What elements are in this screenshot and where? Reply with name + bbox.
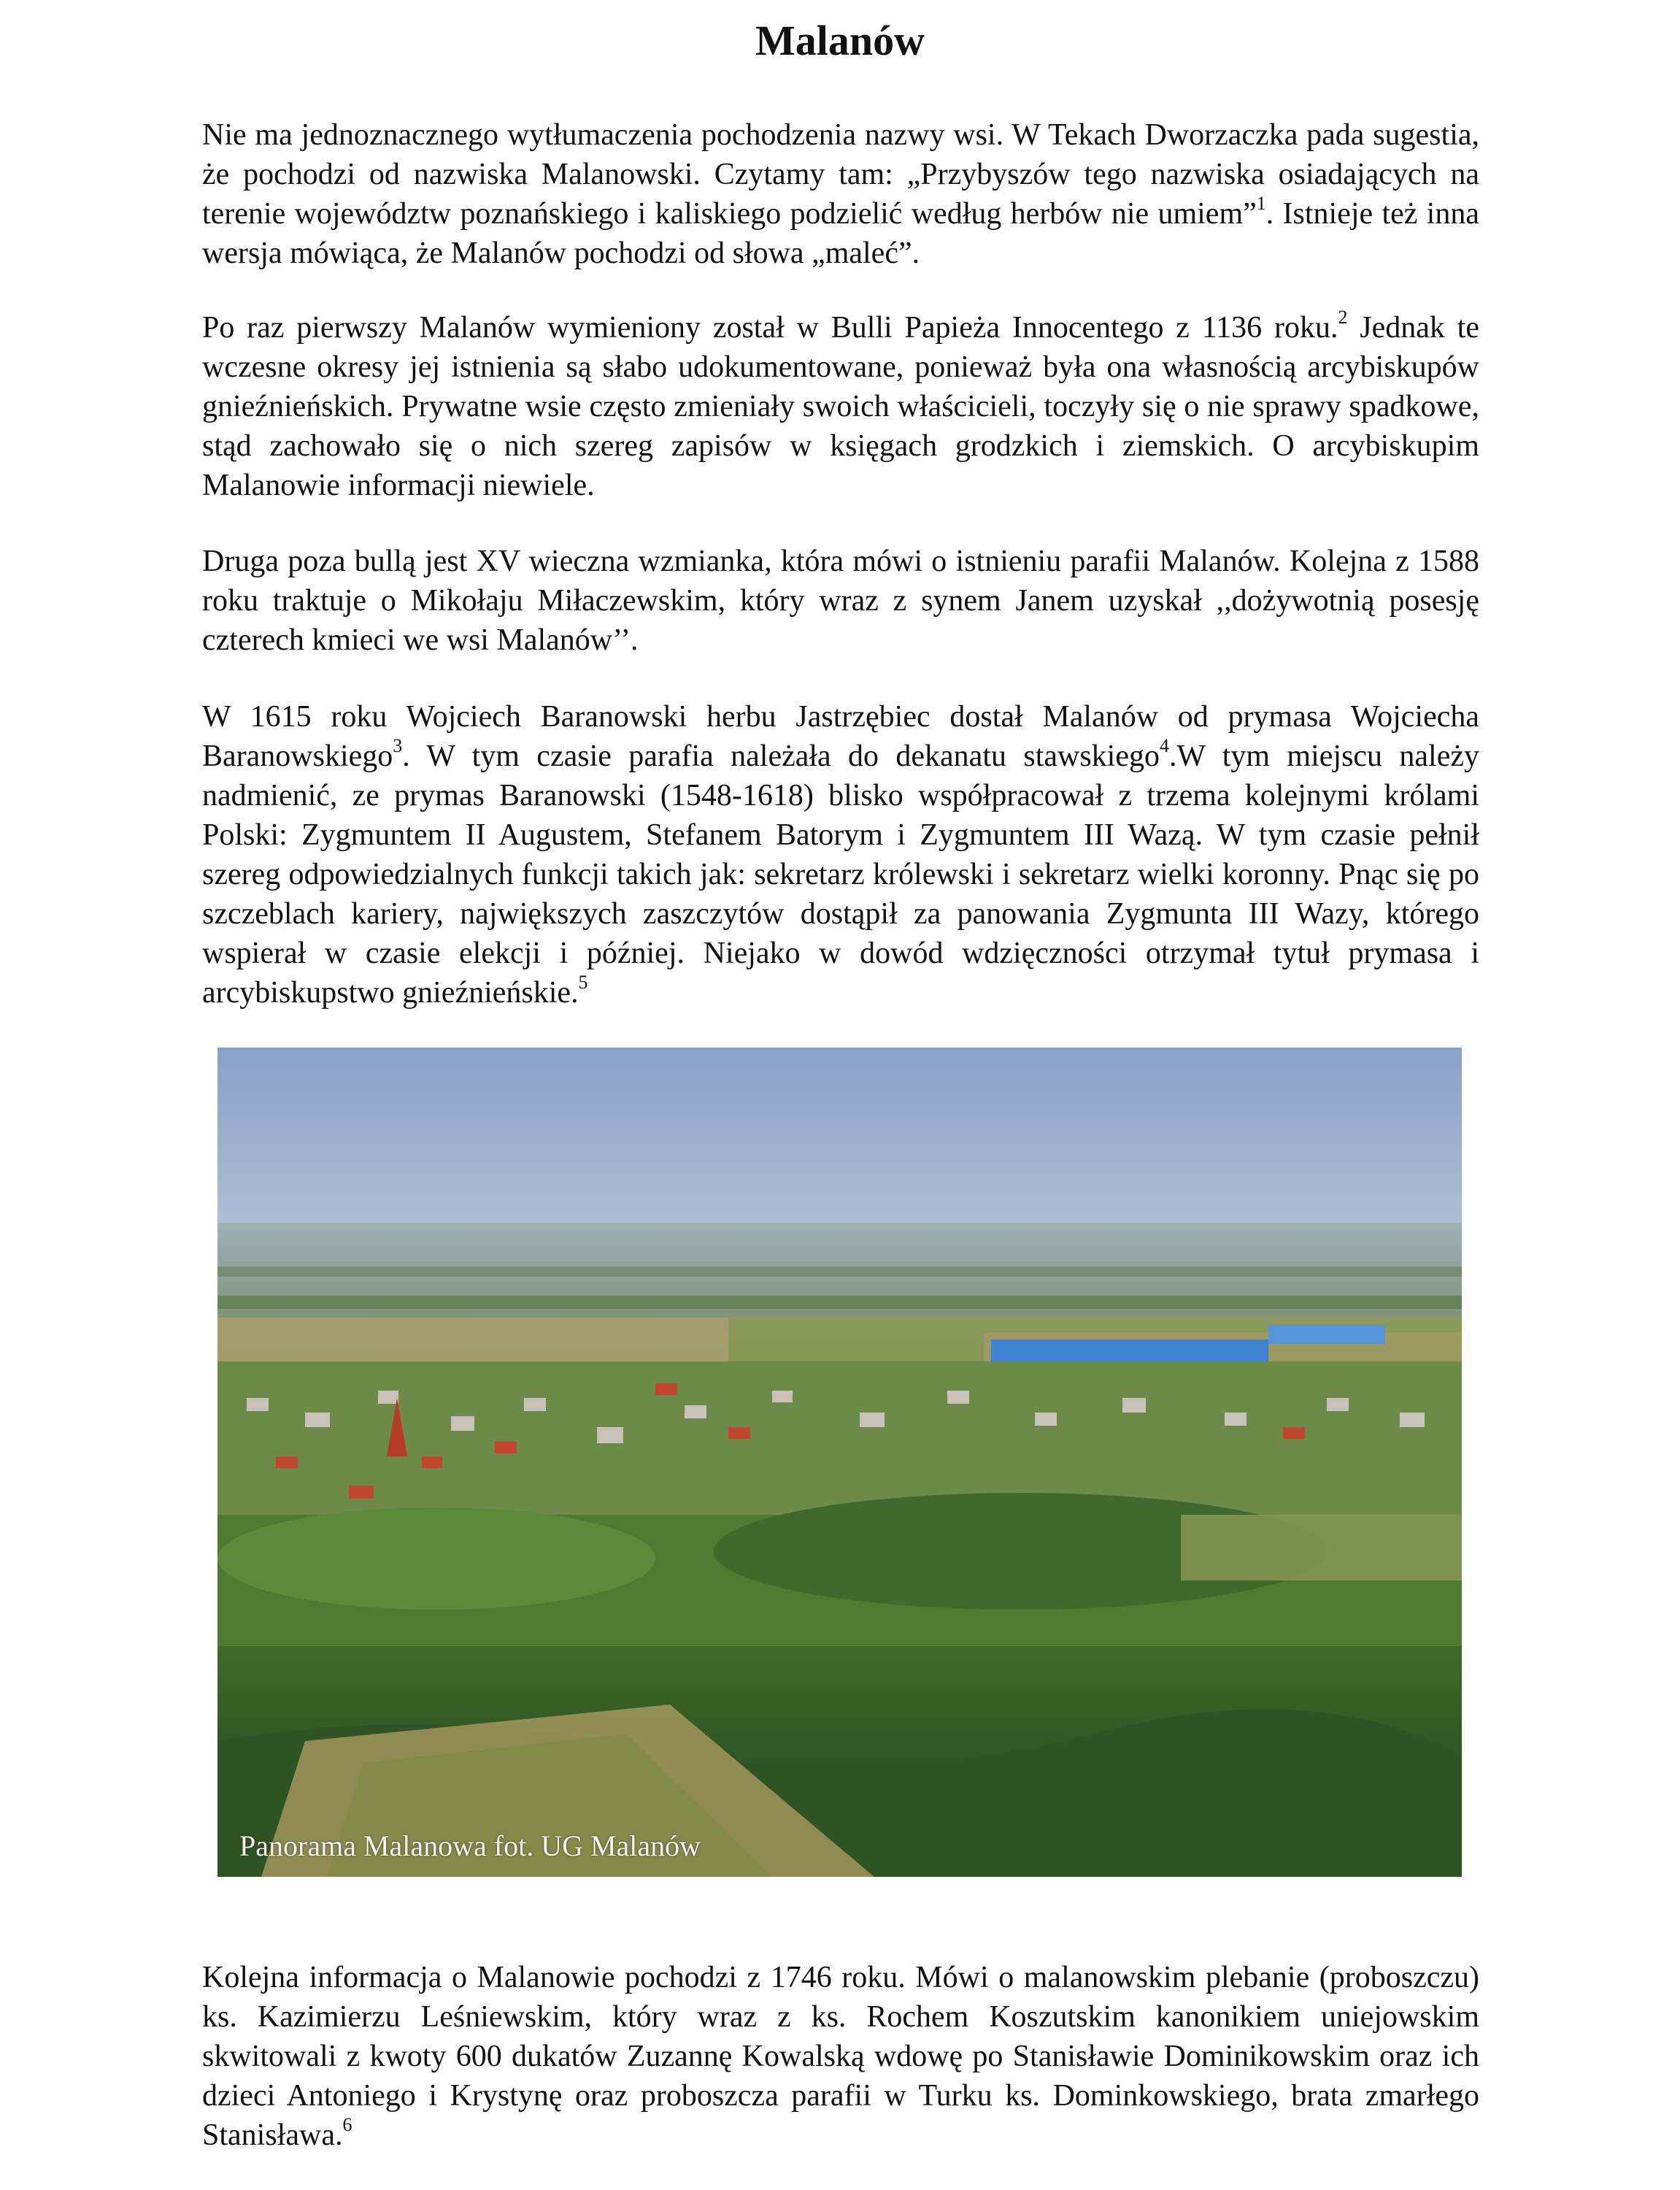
photo-caption: Panorama Malanowa fot. UG Malanów bbox=[239, 1829, 701, 1862]
footnote-ref[interactable]: 3 bbox=[393, 735, 403, 756]
paragraph-baranowski: W 1615 roku Wojciech Baranowski herbu Jastrzębiec dostał Malanów od prymasa Wojciecha Baranowskiego$^3$. W tym czasie parafia należała do dekanatu stawskiego$^4$.W tym miejscu należy nadmienić, ze prymas Baranowski (1548-1618) blisko współpracował z trzema kolejnymi królami Polski: Zygmuntem II Augustem, Stefanem Batorym i Zygmuntem III Wazą. W tym czasie pełnił szereg odpowiedzialnych funkcji takich jak: sekretarz królewski i sekretarz wielki koronny. Pnąc się po szczeblach kariery, największych zaszczytów dostąpił za panowania Zygmunta III Wazy, którego wspierał w czasie elekcji i później. Niejako w dowód wdzięczności otrzymał tytuł prymasa i arcybiskupstwo gnieźnieńskie.$^5$ bbox=[202, 700, 1480, 1010]
paragraph-first-mention: Po raz pierwszy Malanów wymieniony został w Bulli Papieża Innocentego z 1136 roku.$^2$ Jednak te wczesne okresy jej istnienia są słabo udokumentowane, ponieważ była ona własnością arcybiskupów gnieźnieńskich. Prywatne wsie często zmieniały swoich właścicieli, toczyły się o nie sprawy spadkowe, stąd zachowało się o nich szereg zapisów w księgach grodzkich i ziemskich. O arcybiskupim Malanowie informacji niewiele. bbox=[202, 307, 1479, 502]
panorama-photo bbox=[217, 1048, 1462, 1877]
footnote-ref[interactable]: 6 bbox=[342, 2114, 352, 2135]
footnote-ref[interactable]: 5 bbox=[578, 972, 588, 993]
footnote-ref[interactable]: 4 bbox=[1160, 735, 1169, 756]
paragraph-1746: Kolejna informacja o Malanowie pochodzi z 1746 roku. Mówi o malanowskim plebanie (proboszczu) ks. Kazimierzu Leśniewskim, który wraz z ks. Rochem Koszutskim kanonikiem uniejowskim skwitowali z kwoty 600 dukatów Zuzannę Kowalską wdowę po Stanisławie Dominikowskim oraz ich dzieci Antoniego i Krystynę oraz proboszcza parafii w Turku ks. Dominkowskiego, brata zmarłego Stanisława.$^6$ bbox=[202, 1961, 1479, 2152]
page-title: Malanów bbox=[755, 17, 925, 64]
footnote-ref[interactable]: 1 bbox=[1256, 193, 1266, 214]
paragraph-second-mention: Druga poza bullą jest XV wieczna wzmianka, która mówi o istnieniu parafii Malanów. Kolejna z 1588 roku traktuje o Mikołaju Miłaczewskim, który wraz z synem Janem uzyskał ,,dożywotnią posesję czterech kmieci we wsi Malanów’’. bbox=[202, 545, 1479, 657]
footnote-ref[interactable]: 2 bbox=[1338, 307, 1348, 328]
paragraph-name-origin: Nie ma jednoznacznego wytłumaczenia pochodzenia nazwy wsi. W Tekach Dworzaczka pada sugestia, że pochodzi od nazwiska Malanowski. Czytamy tam: „Przybyszów tego nazwiska osiadających na terenie województw poznańskiego i kaliskiego podzielić według herbów nie umiem”$^1$. Istnieje też inna wersja mówiąca, że Malanów pochodzi od słowa „maleć”. bbox=[202, 118, 1479, 270]
